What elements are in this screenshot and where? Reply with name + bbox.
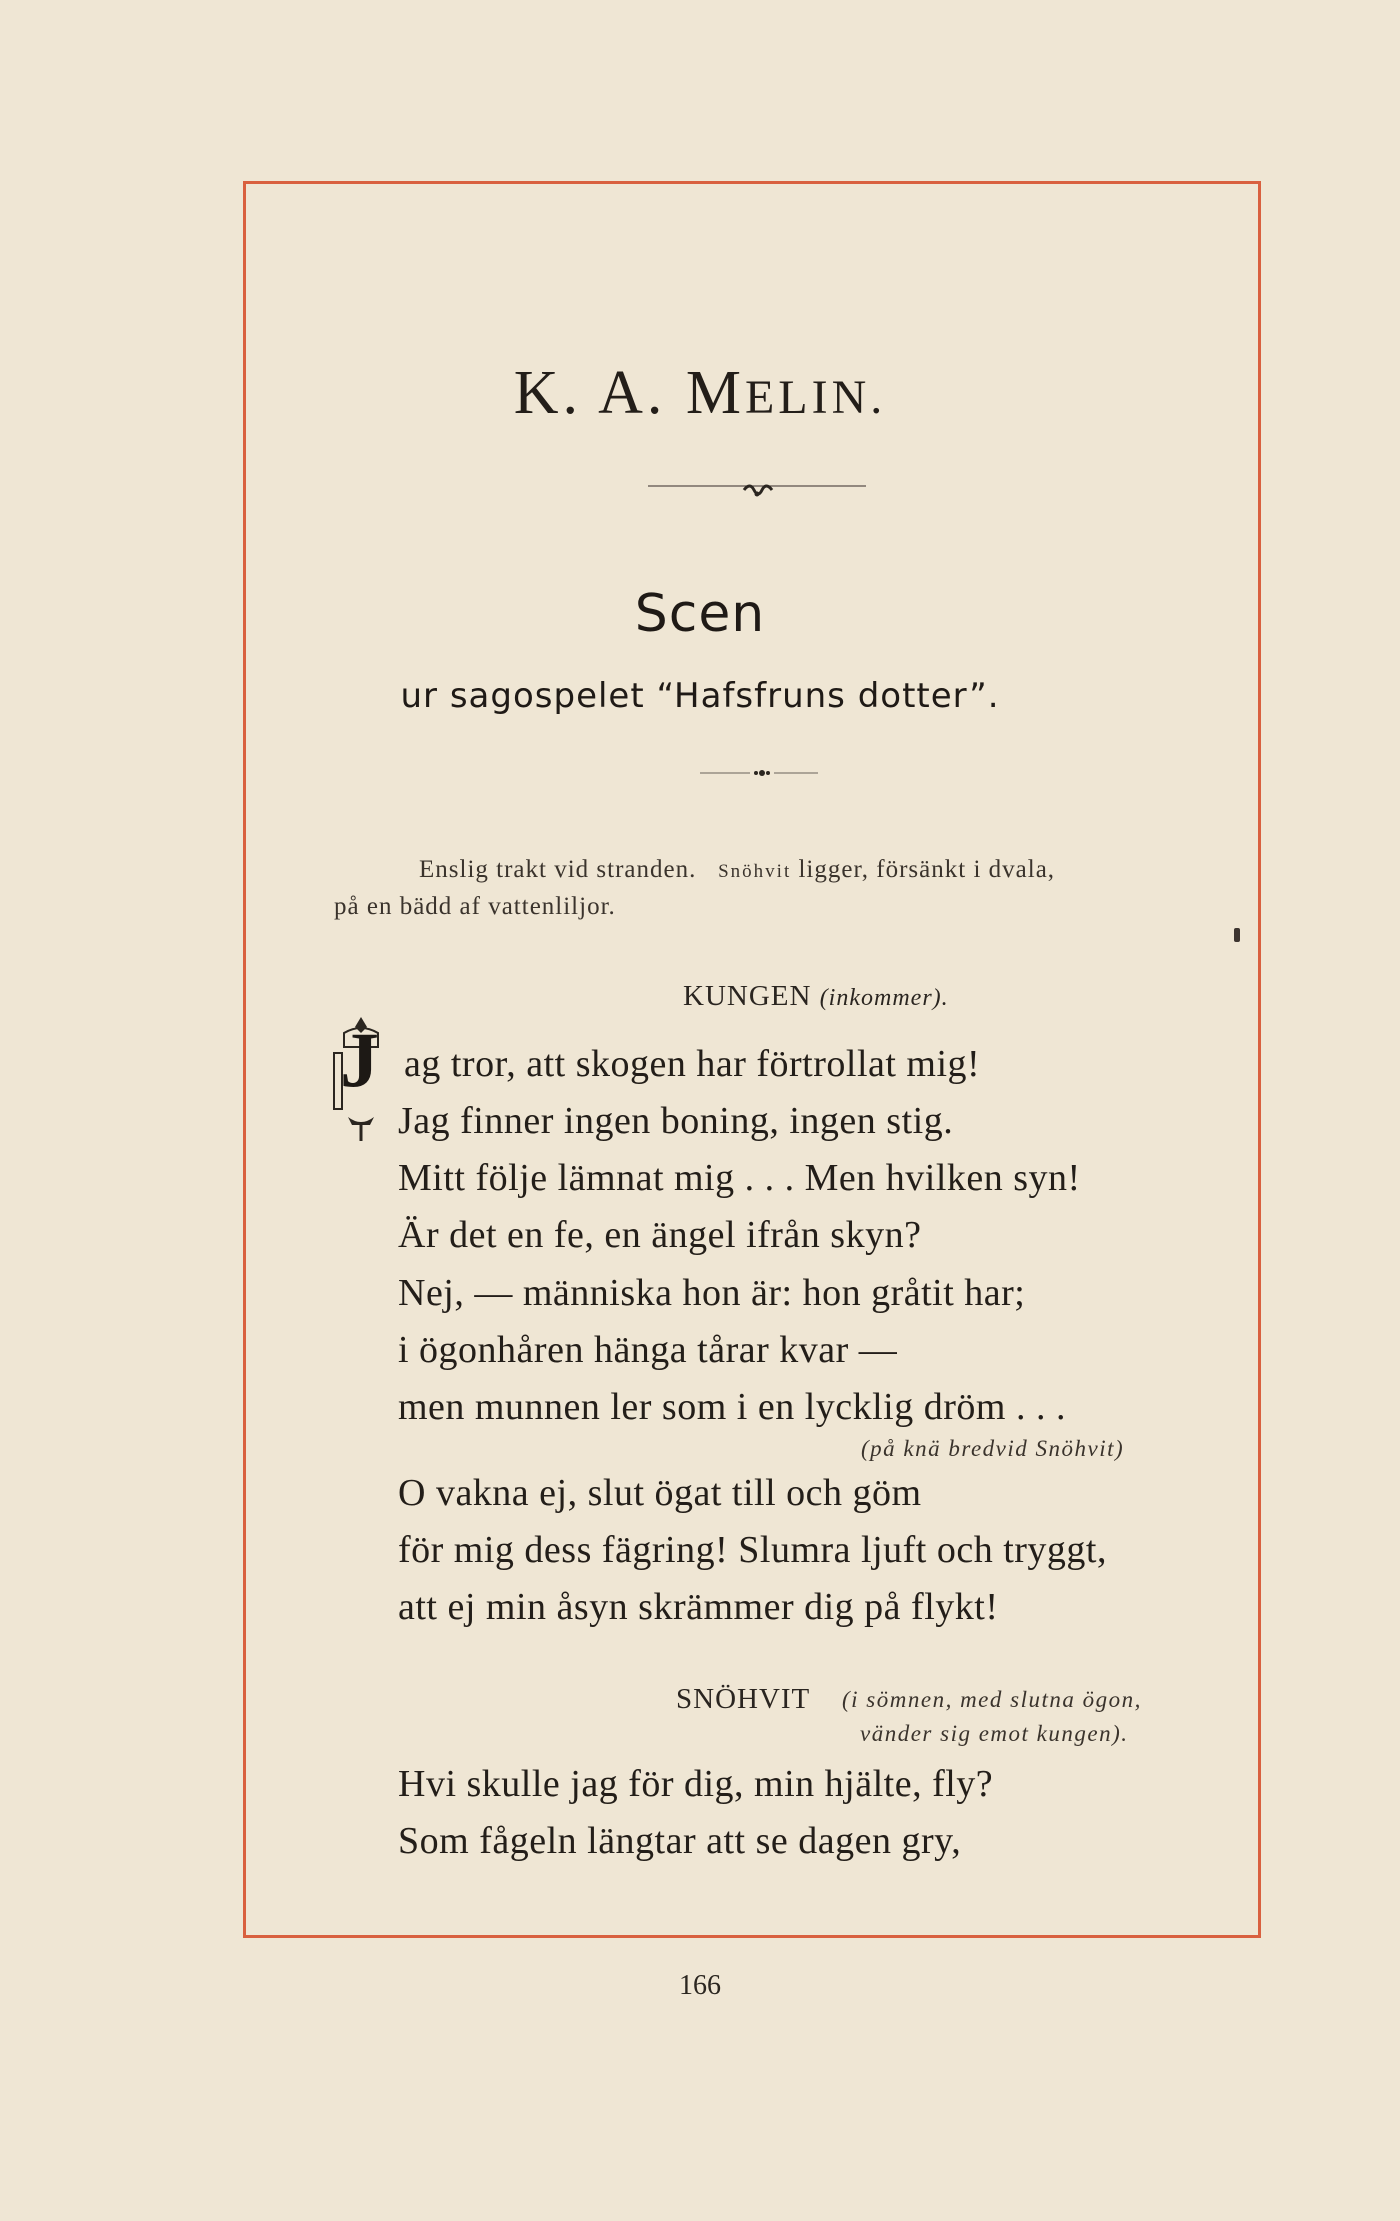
stage-direction-text: ligger, försänkt i dvala, bbox=[798, 856, 1056, 883]
verse-line: men munnen ler som i en lycklig dröm . . . bbox=[398, 1386, 1066, 1428]
speaker-snohvit bbox=[676, 1683, 810, 1716]
scene-title: Scen bbox=[634, 584, 766, 644]
stage-direction-text: Enslig trakt vid stranden. bbox=[419, 856, 697, 883]
ink-speck bbox=[1234, 928, 1240, 942]
verse-line: att ej min åsyn skrämmer dig på flykt! bbox=[398, 1586, 999, 1628]
small-ornamental-rule bbox=[700, 766, 818, 780]
verse-line: för mig dess fägring! Slumra ljuft och tryggt, bbox=[398, 1529, 1107, 1571]
verse-line: i ögonhåren hänga tårar kvar — bbox=[398, 1329, 898, 1371]
stage-direction-character: Snöhvit bbox=[718, 861, 792, 882]
stage-direction-line1 bbox=[419, 856, 1055, 884]
verse-line: Som fågeln längtar att se dagen gry, bbox=[398, 1820, 962, 1862]
speaker-kungen bbox=[683, 980, 949, 1013]
verse-line: Nej, — människa hon är: hon gråtit har; bbox=[398, 1272, 1026, 1314]
scene-subtitle: ur sagospelet “Hafsfruns dotter”. bbox=[400, 676, 1000, 716]
dropcap-letter: J bbox=[340, 1016, 379, 1103]
author-initials: K. A. M bbox=[513, 359, 745, 427]
verse-line: Jag finner ingen boning, ingen stig. bbox=[398, 1100, 954, 1142]
verse-line: Är det en fe, en ängel ifrån skyn? bbox=[398, 1214, 922, 1256]
verse-line: O vakna ej, slut ögat till och göm bbox=[398, 1472, 922, 1514]
page-number: 166 bbox=[679, 1970, 721, 2001]
speaker-name: KUNGEN bbox=[683, 980, 812, 1012]
ornamental-dropcap bbox=[330, 1017, 392, 1141]
author-surname: ELIN. bbox=[744, 371, 887, 424]
author-heading bbox=[0, 358, 1400, 429]
speaker-direction: vänder sig emot kungen). bbox=[860, 1721, 1129, 1746]
verse-line: ag tror, att skogen har förtrollat mig! bbox=[404, 1043, 981, 1085]
speaker-direction: (i sömnen, med slutna ögon, bbox=[842, 1687, 1142, 1712]
verse-line: Hvi skulle jag för dig, min hjälte, fly? bbox=[398, 1763, 994, 1805]
stage-note: (på knä bredvid Snöhvit) bbox=[861, 1436, 1125, 1461]
speaker-name: SNÖHVIT bbox=[676, 1683, 811, 1715]
speaker-direction: (inkommer). bbox=[819, 985, 949, 1011]
verse-line: Mitt följe lämnat mig . . . Men hvilken syn! bbox=[398, 1157, 1081, 1199]
stage-direction-line2: på en bädd af vattenliljor. bbox=[334, 893, 616, 920]
ornamental-rule bbox=[648, 478, 866, 502]
